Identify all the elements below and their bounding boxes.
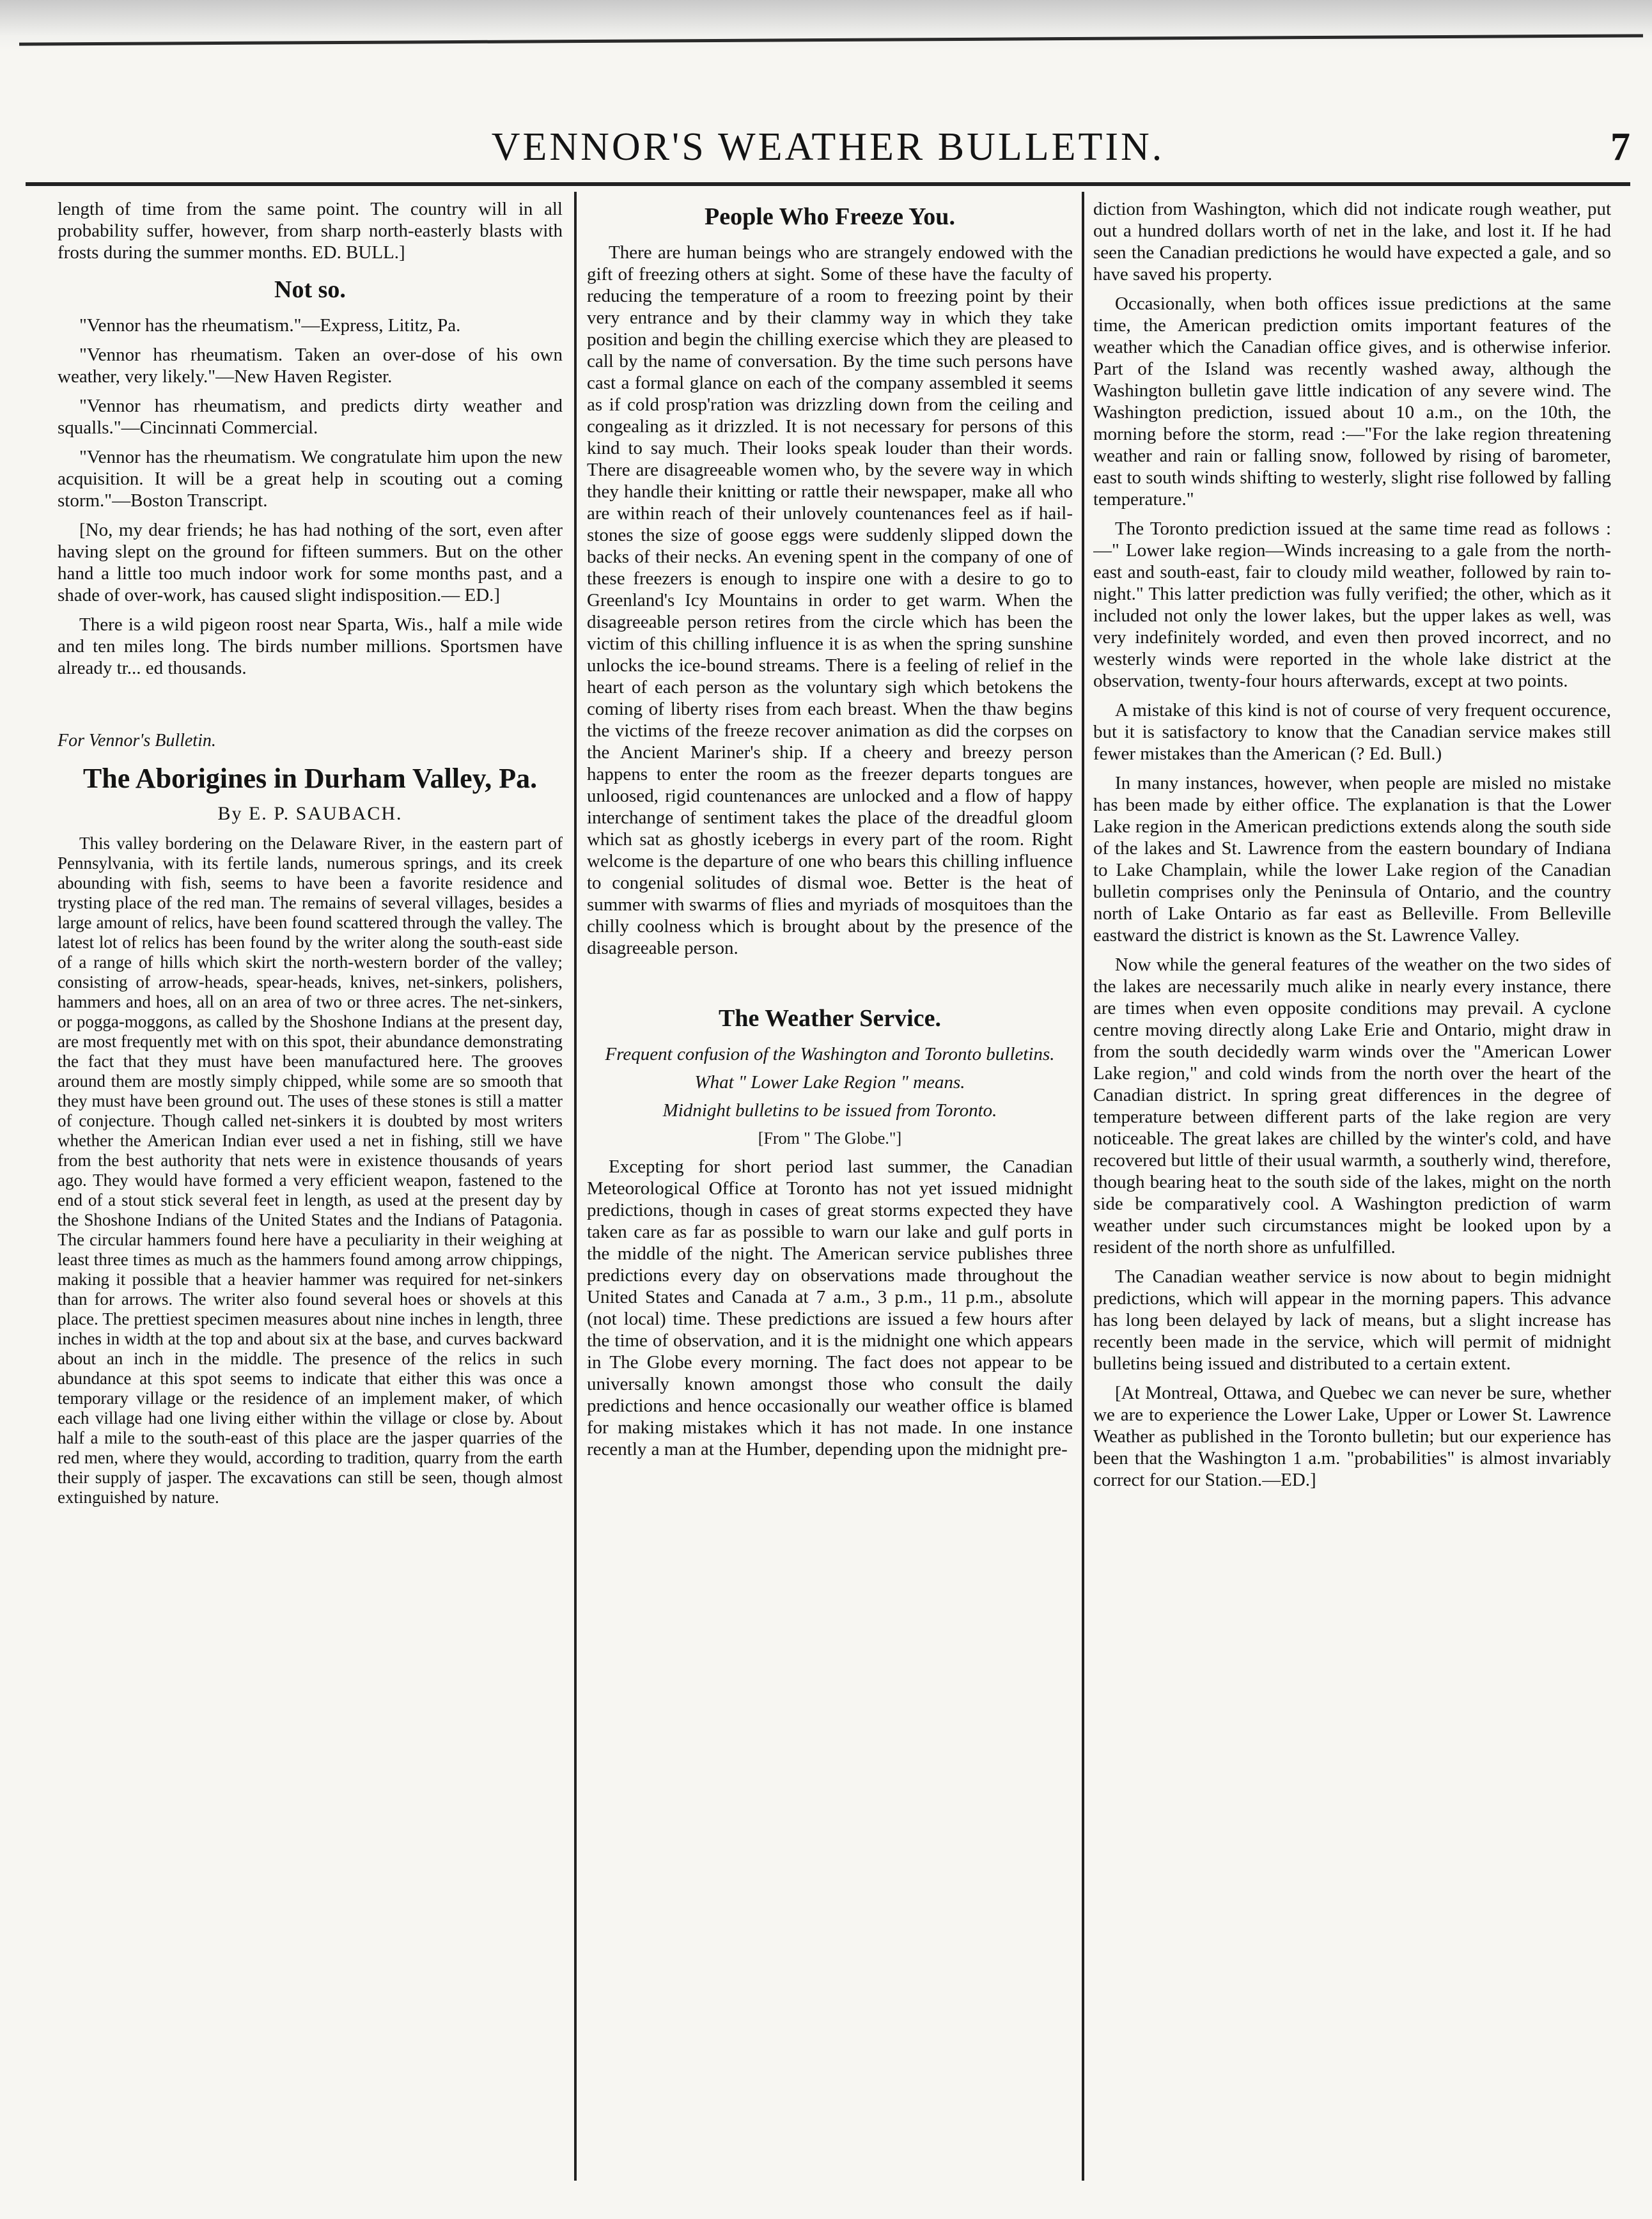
paragraph: The Toronto prediction issued at the same time read as follows :—" Lower lake region—Winds increasing to a gale from the north-east and south-east, fair to cloudy mild weather, followed by rain to-night." This latter prediction was fully verified; the other, which as it included not only the lower lakes, but the upper lakes as well, was very indefinitely worded, and even then proved incorrect, and no westerly winds were reported in the whole lake district at the observation, twenty-four hours afterwards, except at two points. — [1093, 518, 1611, 691]
quote: "Vennor has the rheumatism."—Express, Lititz, Pa. — [79, 315, 461, 336]
page-header — [26, 121, 1630, 186]
column-rule-2 — [1082, 192, 1084, 2181]
paragraph: length of time from the same point. The country will in all probability suffer, however, from sharp north-easterly blasts with frosts during the summer months. ED. BULL.] — [58, 199, 563, 263]
page-number: 7 — [1610, 125, 1630, 169]
paragraph: This valley bordering on the Delaware River, in the eastern part of Pennsylvania, with its fertile lands, numerous springs, and its creek abounding with fish, seems to have been a favorite residence and trysting place of the red man. The remains of several villages, besides a large amount of relics, have been found scattered through the valley. The latest lot of relics has been found by the writer along the south-east side of a range of hills which skirt the north-western border of the valley; consisting of arrow-heads, spear-heads, knives, net-sinkers, polishers, hammers and hoes, all on an area of two or three acres. The net-sinkers, or pogga-moggons, as called by the Shoshone Indians at the present day, are most frequently met with on this spot, their abundance demonstrating the fact that they must have been manufactured here. The grooves around them are mostly simply chipped, while some are so smooth that they must have been ground out. The uses of these stones is still a matter of conjecture. Though called net-sinkers it is doubted by most writers whether the American Indian ever used a net in fishing, still we have from the best authority that nets were in existence thousands of years ago. They would have formed a very efficient weapon, fastened to the end of a stout stick several feet in length, as used at the present day by the Shoshone Indians of the United States and the Indians of Patagonia. The circular hammers found here have a peculiarity in their weighing at least three times as much as the hammers found among arrow chippings, making it possible that a heavier hammer was required for net-sinkers than for arrows. The writer also found several hoes or shovels at this place. The prettiest specimen measures about nine inches in length, three inches in width at the top and about six at the base, and curves backward about an inch in the middle. The presence of the relics in such abundance at this spot seems to indicate that either this was once a temporary village or the residence of an implement maker, of which each village had one living either within the village or close by. About half a mile to the south-east of this place are the jasper quarries of the red men, where they would, according to tradition, quarry from the earth their supply of jasper. The excavations can still be seen, though almost extinguished by nature. — [58, 834, 563, 1507]
paragraph: There are human beings who are strangely endowed with the gift of freezing others at sight. Some of these have the faculty of reducing the temperature of a room to freezing point by their very entrance and by their clammy way in which they take position and begin the chilling exercise which they are pleased to call by the name of conversation. By the time such persons have cast a formal glance on each of the company assembled it seems as if cold prosp'ration was drizzling down from the ceiling and congealing as it drizzled. It is not necessary for persons of this kind to say much. Their looks speak louder than their words. There are disagreeable women who, by the severe way in which they handle their knitting or rattle their newspaper, make all who are within reach of their unlovely countenances feel as if hail-stones the size of goose eggs were suddenly slipped down the backs of their necks. An evening spent in the company of one of these freezers is enough to inspire one with a desire to go to Greenland's Icy Mountains in order to get warm. When the disagreeable person retires from the circle which has been the victim of this chilling influence it is as when the spring sunshine unlocks the ice-bound streams. There is a feeling of relief in the heart of each person as the voluntary sigh which betokens the coming of liberty rises from each breast. When the thaw begins the victims of the freeze recover animation as did the corpses on the Ancient Mariner's ship. If a cheery and breezy person happens to enter the room as the freezer departs tongues are unloosed, rigid countenances are unlocked and a flow of happy interchange of sentiment takes the place of the dreadful gloom which sat as ghostly icebergs in every part of the room. Right welcome is the departure of one who bears this chilling influence to congenial solitudes of dismal woe. Better is the heat of summer with swarms of flies and myriads of mosquitoes than the chilly coolness which is brought about by the presence of the disagreeable person. — [587, 242, 1073, 958]
article-heading: Not so. — [274, 276, 346, 303]
paragraph: In many instances, however, when people are misled no mistake has been made by either office. The explanation is that the Lower Lake region in the American predictions extends along the south side of the lakes and St. Lawrence from the eastern boundary of Indiana to Lake Champlain, while the lower Lake region of the Canadian bulletin comprises only the Peninsula of Ontario, and the country north of Lake Ontario as far east as Belleville. From Belleville eastward the district is known as the St. Lawrence Valley. — [1093, 773, 1611, 946]
paragraph: Excepting for short period last summer, the Canadian Meteorological Office at Toronto has not yet issued midnight predictions, though in cases of great storms expected they have taken care as far as possible to warn our lake and gulf ports in the middle of the night. The American service publishes three predictions every day on observations made throughout the United States and Canada at 7 a.m., 3 p.m., 11 p.m., absolute (not local) time. These predictions are issued a few hours after the time of observation, and it is the midnight one which appears in The Globe every morning. The fact does not appear to be universally known amongst those who consult the daily predictions and hence occasionally our weather office is blamed for making mistakes which it has not made. In one instance recently a man at the Humber, depending upon the midnight pre- — [587, 1156, 1073, 1460]
page-title: VENNOR'S WEATHER BULLETIN. — [491, 125, 1165, 169]
paragraph: Now while the general features of the weather on the two sides of the lakes are necessarily much alike in nearly every instance, there are times when even opposite conditions may prevail. A cyclone centre moving directly along Lake Erie and Ontario, might draw in from the south decidedly warm winds over the "American Lower Lake region," and cold winds from the north over the heart of the Canadian district. In spring great differences in the degree of temperature between different parts of the lake region are very noticeable. The great lakes are chilled by the winter's cold, and have recovered but little of their usual warmth, a southerly wind, therefore, though bearing heat to the south side of the lakes, might on the north side be comparatively cool. A Washington prediction of warm weather under such circumstances might be looked upon by a resident of the north shore as unfulfilled. — [1093, 954, 1611, 1257]
paragraph: Occasionally, when both offices issue predictions at the same time, the American prediction omits important features of the weather which the Canadian office gives, and is otherwise inferior. Part of the Island was recently washed away, although the Washington bulletin gave little indication of any severe wind. The Washington prediction, issued about 10 a.m., on the 10th, the morning before the storm, read :—"For the lake region threatening weather and rain or falling snow, followed by rising of barometer, east to south winds shifting to westerly, slight rise followed by falling temperature." — [1093, 293, 1611, 510]
paragraph: [At Montreal, Ottawa, and Quebec we can never be sure, whether we are to experience the Lower Lake, Upper or Lower St. Lawrence Weather as published in the Toronto bulletin; but our experience has been that the Washington 1 a.m. "probabilities" is almost invariably correct for our Station.—ED.] — [1093, 1383, 1611, 1490]
source-credit: [From " The Globe."] — [758, 1129, 902, 1148]
subheading: Midnight bulletins to be issued from Toronto. — [662, 1100, 997, 1121]
column-2 — [587, 198, 1073, 2181]
quote: "Vennor has the rheumatism. We congratulate him upon the new acquisition. It will be a great help in scouting out a coming storm."—Boston Transcript. — [58, 447, 563, 511]
article-heading: People Who Freeze You. — [705, 203, 955, 230]
article-title: The Aborigines in Durham Valley, Pa. — [82, 763, 538, 794]
paragraph: There is a wild pigeon roost near Sparta, Wis., half a mile wide and ten miles long. The birds number millions. Sportsmen have already tr... ed thousands. — [58, 614, 563, 678]
quote: "Vennor has rheumatism. Taken an over-dose of his own weather, very likely."—New Haven Register. — [58, 345, 563, 387]
quote: "Vennor has rheumatism, and predicts dirty weather and squalls."—Cincinnati Commercial. — [58, 396, 563, 438]
column-3 — [1093, 198, 1611, 2181]
byline: By E. P. SAUBACH. — [217, 803, 403, 824]
column-1 — [58, 198, 563, 2181]
paragraph: [No, my dear friends; he has had nothing of the sort, even after having slept on the ground for fifteen summers. But on the other hand a little too much indoor work for some months past, and a shade of over-work, has caused slight indisposition.— ED.] — [58, 520, 563, 605]
paragraph: diction from Washington, which did not indicate rough weather, put out a hundred dollars worth of net in the lake, and lost it. If he had seen the Canadian predictions he would have expected a gale, and so have saved his property. — [1093, 199, 1611, 284]
article-kicker: For Vennor's Bulletin. — [58, 731, 216, 751]
paragraph: The Canadian weather service is now about to begin midnight predictions, which will appear in the morning papers. This advance has long been delayed by lack of means, but a slight increase has recently been made in the service, which will permit of midnight bulletins being issued and distributed to a certain extent. — [1093, 1266, 1611, 1374]
subheading: Frequent confusion of the Washington and Toronto bulletins. — [605, 1044, 1055, 1064]
column-rule-1 — [574, 192, 577, 2181]
subheading: What " Lower Lake Region " means. — [694, 1072, 965, 1093]
article-heading: The Weather Service. — [719, 1005, 941, 1032]
paragraph: A mistake of this kind is not of course of very frequent occurence, but it is satisfactory to know that the Canadian service makes still fewer mistakes than the American (? Ed. Bull.) — [1093, 700, 1611, 764]
